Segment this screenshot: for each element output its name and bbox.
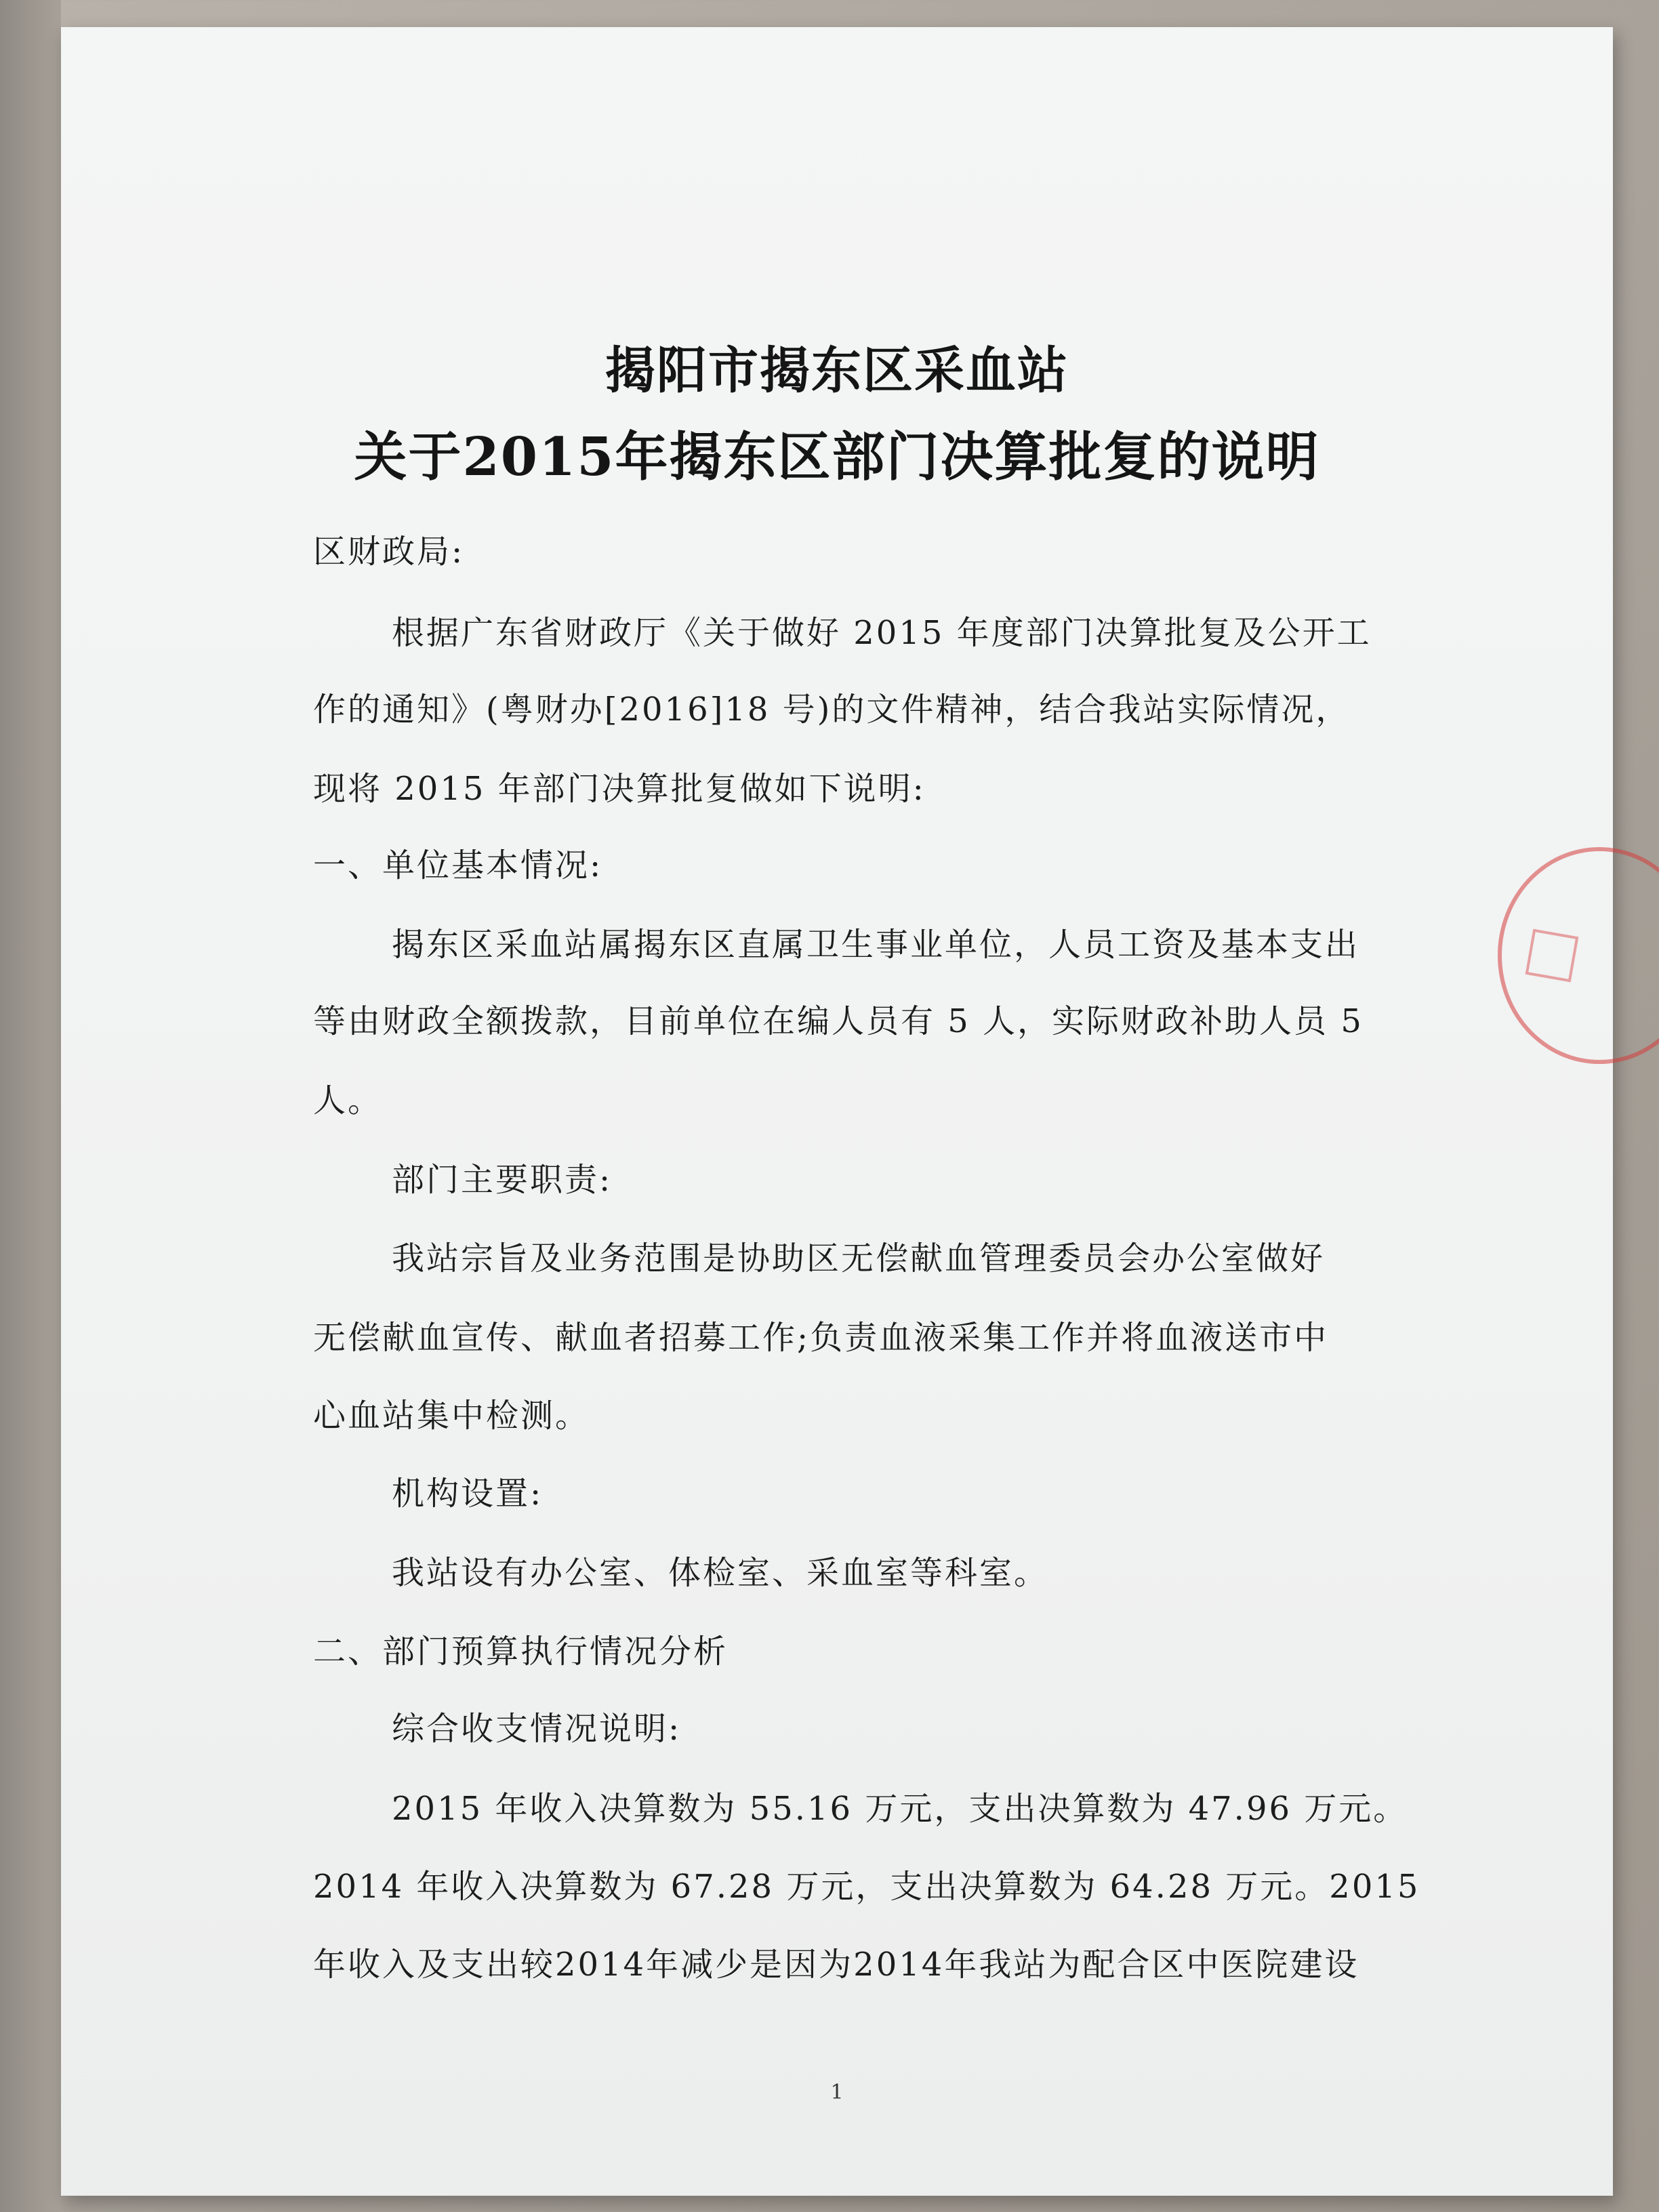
salutation: 区财政局:: [313, 533, 465, 571]
body-line: 作的通知》(粤财办[2016]18 号)的文件精神，结合我站实际情况，: [313, 691, 1351, 729]
document-page: [61, 27, 1613, 2196]
desk-surface: [0, 0, 61, 2212]
page-number: 1: [830, 2081, 844, 2104]
subsection-heading: 部门主要职责:: [392, 1161, 613, 1199]
body-line: 我站宗旨及业务范围是协助区无偿献血管理委员会办公室做好: [392, 1240, 1326, 1277]
body-line: 根据广东省财政厅《关于做好 2015 年度部门决算批复及公开工: [392, 614, 1372, 652]
body-line: 心血站集中检测。: [313, 1397, 590, 1435]
body-line: 2014 年收入决算数为 67.28 万元，支出决算数为 64.28 万元。2015: [313, 1868, 1420, 1906]
body-line: 等由财政全额拨款，目前单位在编人员有 5 人，实际财政补助人员 5: [313, 1002, 1364, 1040]
body-line: 年收入及支出较2014年减少是因为2014年我站为配合区中医院建设: [313, 1946, 1359, 1984]
red-seal-stamp: [1498, 847, 1659, 1064]
body-line: 人。: [313, 1082, 383, 1120]
subsection-heading: 机构设置:: [392, 1475, 544, 1513]
document-title-line1: 揭阳市揭东区采血站: [605, 342, 1069, 400]
section-heading: 二、部门预算执行情况分析: [313, 1633, 729, 1671]
body-line: 无偿献血宣传、献血者招募工作;负责血液采集工作并将血液送市中: [313, 1319, 1329, 1357]
body-line: 现将 2015 年部门决算批复做如下说明:: [313, 770, 926, 808]
subsection-heading: 综合收支情况说明:: [392, 1710, 682, 1748]
body-line: 2015 年收入决算数为 55.16 万元，支出决算数为 47.96 万元。: [392, 1790, 1408, 1828]
section-heading: 一、单位基本情况:: [313, 846, 603, 884]
body-line: 揭东区采血站属揭东区直属卫生事业单位，人员工资及基本支出: [392, 926, 1360, 964]
body-line: 我站设有办公室、体检室、采血室等科室。: [392, 1554, 1049, 1592]
document-title-line2: 关于2015年揭东区部门决算批复的说明: [354, 426, 1320, 488]
seal-mark: [1525, 929, 1579, 983]
